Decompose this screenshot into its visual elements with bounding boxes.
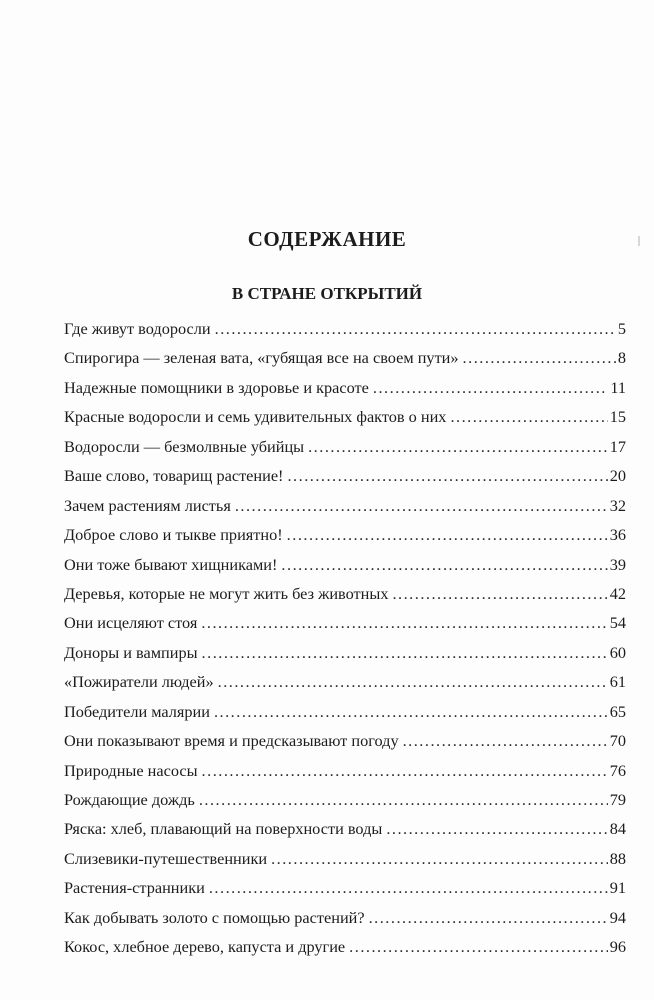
- toc-entry: [64, 432, 626, 461]
- dot-leader: [403, 726, 608, 755]
- toc-entry-page: 11: [610, 377, 626, 397]
- dot-leader: [271, 844, 608, 873]
- toc-entry-title: Как добывать золото с помощью растений?: [64, 907, 365, 927]
- toc-entry-page: 76: [609, 760, 626, 780]
- dot-leader: [202, 756, 608, 785]
- dot-leader: [281, 550, 607, 579]
- toc-entry-page: 8: [617, 348, 626, 368]
- dot-leader: [202, 638, 608, 667]
- toc-entry-page: 15: [609, 407, 626, 427]
- dot-leader: [235, 491, 608, 520]
- toc-entry: [64, 579, 626, 608]
- toc-entry-title: Спирогира — зеленая вата, «губящая все на своем пути»: [64, 348, 459, 368]
- toc-entry-title: Доброе слово и тыкве приятно!: [64, 525, 283, 545]
- dot-leader: [349, 932, 608, 961]
- toc-entry: [64, 756, 626, 785]
- toc-entry: [64, 932, 626, 961]
- page-title: СОДЕРЖАНИЕ: [247, 227, 407, 251]
- toc-entry-title: Ряска: хлеб, плавающий на поверхности воды: [64, 819, 383, 839]
- dot-leader: [287, 461, 607, 490]
- toc-entry-title: Ваше слово, товарищ растение!: [64, 466, 284, 486]
- toc-entry: [64, 785, 626, 814]
- toc-entry: [64, 314, 626, 343]
- section-heading: В СТРАНЕ ОТКРЫТИЙ: [231, 284, 423, 303]
- toc-entry-page: 39: [609, 554, 626, 574]
- toc-entry-page: 70: [609, 731, 626, 751]
- toc-entry-title: Победители малярии: [64, 701, 210, 721]
- scan-speck: [638, 236, 640, 246]
- dot-leader: [199, 785, 608, 814]
- dot-leader: [209, 873, 608, 902]
- dot-leader: [392, 579, 607, 608]
- dot-leader: [308, 432, 608, 461]
- toc-entry: [64, 697, 626, 726]
- dot-leader: [463, 343, 616, 372]
- toc-entry-page: 61: [609, 672, 626, 692]
- dot-leader: [287, 520, 608, 549]
- toc-entry-page: 60: [609, 642, 626, 662]
- table-of-contents: [64, 314, 626, 962]
- toc-entry-title: Зачем растениям листья: [64, 495, 231, 515]
- toc-entry-page: 79: [609, 790, 626, 809]
- toc-entry-title: «Пожиратели людей»: [64, 672, 214, 692]
- toc-entry: [64, 373, 626, 402]
- toc-entry-title: Доноры и вампиры: [64, 642, 198, 662]
- toc-entry-page: 36: [609, 525, 626, 545]
- toc-entry-page: 88: [609, 848, 626, 868]
- toc-entry: [64, 402, 626, 431]
- dot-leader: [450, 402, 607, 431]
- toc-entry: [64, 461, 626, 490]
- toc-entry-page: 5: [617, 319, 626, 338]
- toc-entry: [64, 726, 626, 755]
- toc-entry-title: Надежные помощники в здоровье и красоте: [64, 377, 369, 397]
- dot-leader: [369, 903, 608, 932]
- dot-leader: [201, 608, 607, 637]
- toc-entry-title: Кокос, хлебное дерево, капуста и другие: [64, 937, 346, 957]
- dot-leader: [215, 314, 616, 343]
- toc-entry: [64, 667, 626, 696]
- toc-entry: [64, 491, 626, 520]
- toc-entry-page: 54: [609, 613, 626, 633]
- toc-entry-page: 32: [609, 495, 626, 515]
- toc-entry-title: Они исцеляют стоя: [64, 613, 198, 633]
- toc-entry-title: Рождающие дождь: [64, 790, 195, 809]
- dot-leader: [386, 814, 607, 843]
- dot-leader: [214, 697, 608, 726]
- toc-entry-page: 84: [609, 819, 626, 839]
- toc-entry-page: 42: [609, 583, 626, 603]
- toc-entry-page: 17: [609, 436, 626, 456]
- toc-entry-title: Деревья, которые не могут жить без животных: [64, 583, 389, 603]
- toc-entry: [64, 343, 626, 372]
- toc-entry-title: Растения-странники: [64, 878, 205, 898]
- toc-entry-title: Где живут водоросли: [64, 319, 211, 338]
- toc-entry-page: 20: [609, 466, 626, 486]
- toc-entry-title: Водоросли — безмолвные убийцы: [64, 436, 305, 456]
- toc-entry: [64, 844, 626, 873]
- toc-entry: [64, 608, 626, 637]
- toc-entry-page: 96: [609, 937, 626, 957]
- toc-entry: [64, 520, 626, 549]
- toc-entry: [64, 550, 626, 579]
- toc-entry: [64, 873, 626, 902]
- toc-entry-page: 94: [609, 907, 626, 927]
- toc-entry-title: Природные насосы: [64, 760, 198, 780]
- toc-entry-page: 65: [609, 701, 626, 721]
- toc-entry-page: 91: [609, 878, 626, 898]
- toc-entry-title: Красные водоросли и семь удивительных фактов о них: [64, 407, 447, 427]
- dot-leader: [373, 373, 608, 402]
- toc-entry: [64, 903, 626, 932]
- toc-entry-title: Они показывают время и предсказывают погоду: [64, 731, 399, 751]
- toc-entry-title: Они тоже бывают хищниками!: [64, 554, 278, 574]
- toc-entry: [64, 638, 626, 667]
- toc-entry: [64, 814, 626, 843]
- dot-leader: [218, 667, 608, 696]
- toc-entry-title: Слизевики-путешественники: [64, 848, 268, 868]
